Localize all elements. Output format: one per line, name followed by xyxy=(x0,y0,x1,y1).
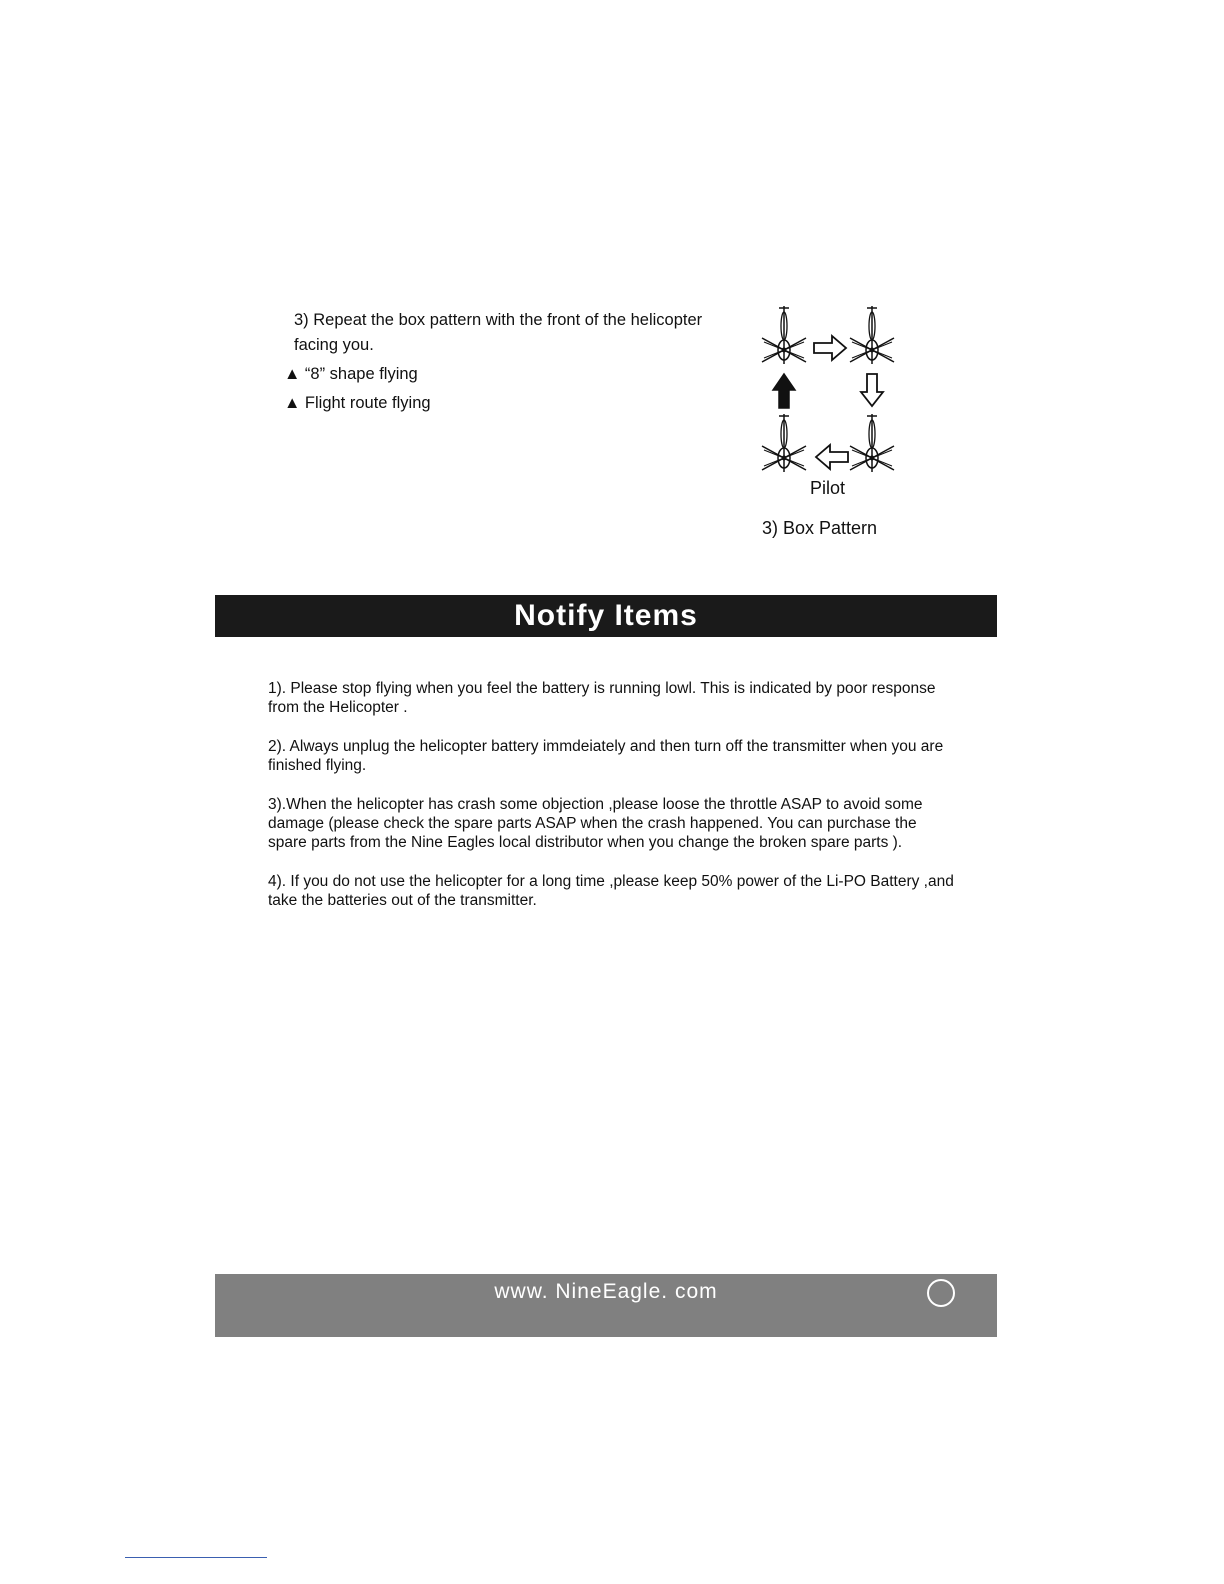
arrow-down-icon xyxy=(861,374,883,406)
arrow-left-icon xyxy=(816,445,848,469)
helicopter-icon xyxy=(850,414,894,472)
box-pattern-figure xyxy=(752,300,912,550)
page-number-circle-icon xyxy=(927,1279,955,1307)
footer-url[interactable]: www. NineEagle. com xyxy=(494,1280,718,1303)
bullet-flight-route: ▲ Flight route flying xyxy=(284,394,431,412)
notify-item-1: 1). Please stop flying when you feel the battery is running lowl. This is indicated by poor response from the Helicopter . xyxy=(268,680,936,716)
footer-bar xyxy=(215,1274,997,1337)
notify-item-3: 3).When the helicopter has crash some objection ,please loose the throttle ASAP to avoid some damage (please check the spare parts ASAP when the crash happened. You can purchase the spare parts from the Nine Eagles local distributor when you change the broken spare parts ). xyxy=(268,796,923,851)
pilot-label: Pilot xyxy=(810,478,846,498)
divider-line xyxy=(125,1557,267,1558)
notify-item-2: 2). Always unplug the helicopter battery immdeiately and then turn off the transmitter when you are finished flying. xyxy=(268,738,944,774)
arrow-right-icon xyxy=(814,336,846,360)
notify-items-list xyxy=(268,679,958,930)
figure-caption: 3) Box Pattern xyxy=(762,518,878,538)
intro-text xyxy=(284,308,724,416)
arrow-up-icon xyxy=(773,374,795,408)
box-pattern-diagram xyxy=(752,300,912,480)
bullet-8-shape: ▲ “8” shape flying xyxy=(284,365,418,383)
notify-item-4: 4). If you do not use the helicopter for a long time ,please keep 50% power of the Li-PO Battery ,and take the batteries out of the transmitter. xyxy=(268,873,954,909)
section-title: Notify Items xyxy=(215,595,997,637)
step-3-text: 3) Repeat the box pattern with the front of the helicopter facing you. xyxy=(294,311,703,354)
helicopter-icon xyxy=(762,414,806,472)
helicopter-icon xyxy=(850,306,894,364)
helicopter-icon xyxy=(762,306,806,364)
